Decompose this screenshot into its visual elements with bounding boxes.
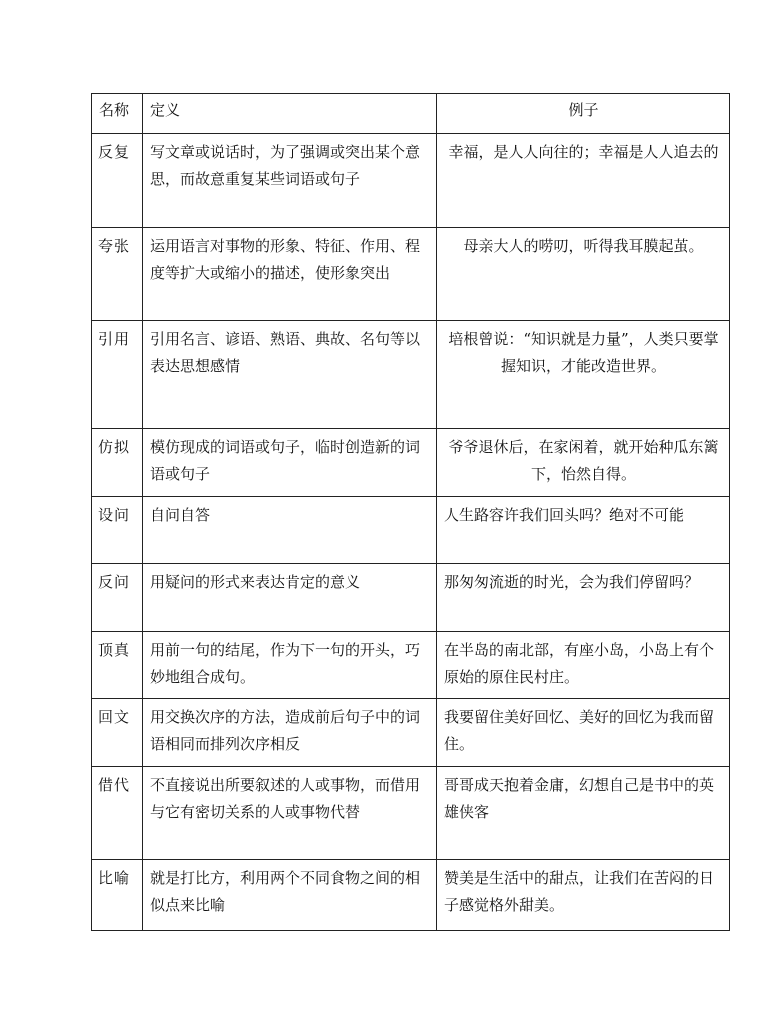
row-definition: 自问自答 (143, 497, 437, 564)
row-example: 我要留住美好回忆、美好的回忆为我而留住。 (437, 699, 730, 767)
row-definition: 写文章或说话时，为了强调或突出某个意思，而故意重复某些词语或句子 (143, 134, 437, 228)
table-row (92, 321, 730, 429)
rhetoric-table (91, 93, 730, 931)
table-row (92, 429, 730, 497)
row-example: 母亲大人的唠叨，听得我耳膜起茧。 (437, 228, 730, 321)
row-example: 幸福，是人人向往的；幸福是人人追去的 (437, 134, 730, 228)
row-example: 培根曾说：“知识就是力量”，人类只要掌握知识，才能改造世界。 (437, 321, 730, 429)
row-definition: 运用语言对事物的形象、特征、作用、程度等扩大或缩小的描述，使形象突出 (143, 228, 437, 321)
row-definition: 用交换次序的方法，造成前后句子中的词语相同而排列次序相反 (143, 699, 437, 767)
table-row (92, 699, 730, 767)
row-example: 那匆匆流逝的时光，会为我们停留吗？ (437, 564, 730, 632)
header-name: 名称 (92, 94, 143, 134)
row-definition: 就是打比方，利用两个不同食物之间的相似点来比喻 (143, 860, 437, 931)
table-row (92, 860, 730, 931)
header-definition: 定义 (143, 94, 437, 134)
row-name: 反复 (92, 134, 143, 228)
table-row (92, 564, 730, 632)
row-name: 反问 (92, 564, 143, 632)
row-name: 借代 (92, 767, 143, 860)
table-row (92, 134, 730, 228)
row-name: 比喻 (92, 860, 143, 931)
row-name: 夸张 (92, 228, 143, 321)
header-example: 例子 (437, 94, 730, 134)
row-definition: 用前一句的结尾，作为下一句的开头，巧妙地组合成句。 (143, 632, 437, 699)
row-definition: 引用名言、谚语、熟语、典故、名句等以表达思想感情 (143, 321, 437, 429)
row-name: 引用 (92, 321, 143, 429)
table-header-row (92, 94, 730, 134)
row-name: 回文 (92, 699, 143, 767)
row-example: 赞美是生活中的甜点，让我们在苦闷的日子感觉格外甜美。 (437, 860, 730, 931)
row-definition: 模仿现成的词语或句子，临时创造新的词语或句子 (143, 429, 437, 497)
row-example: 爷爷退休后，在家闲着，就开始种瓜东篱下，怡然自得。 (437, 429, 730, 497)
table-row (92, 228, 730, 321)
table-row (92, 632, 730, 699)
row-name: 设问 (92, 497, 143, 564)
row-name: 仿拟 (92, 429, 143, 497)
table-row (92, 767, 730, 860)
table-row (92, 497, 730, 564)
row-example: 在半岛的南北部，有座小岛，小岛上有个原始的原住民村庄。 (437, 632, 730, 699)
row-definition: 用疑问的形式来表达肯定的意义 (143, 564, 437, 632)
row-name: 顶真 (92, 632, 143, 699)
row-example: 人生路容许我们回头吗？绝对不可能 (437, 497, 730, 564)
row-example: 哥哥成天抱着金庸，幻想自己是书中的英雄侠客 (437, 767, 730, 860)
row-definition: 不直接说出所要叙述的人或事物，而借用与它有密切关系的人或事物代替 (143, 767, 437, 860)
